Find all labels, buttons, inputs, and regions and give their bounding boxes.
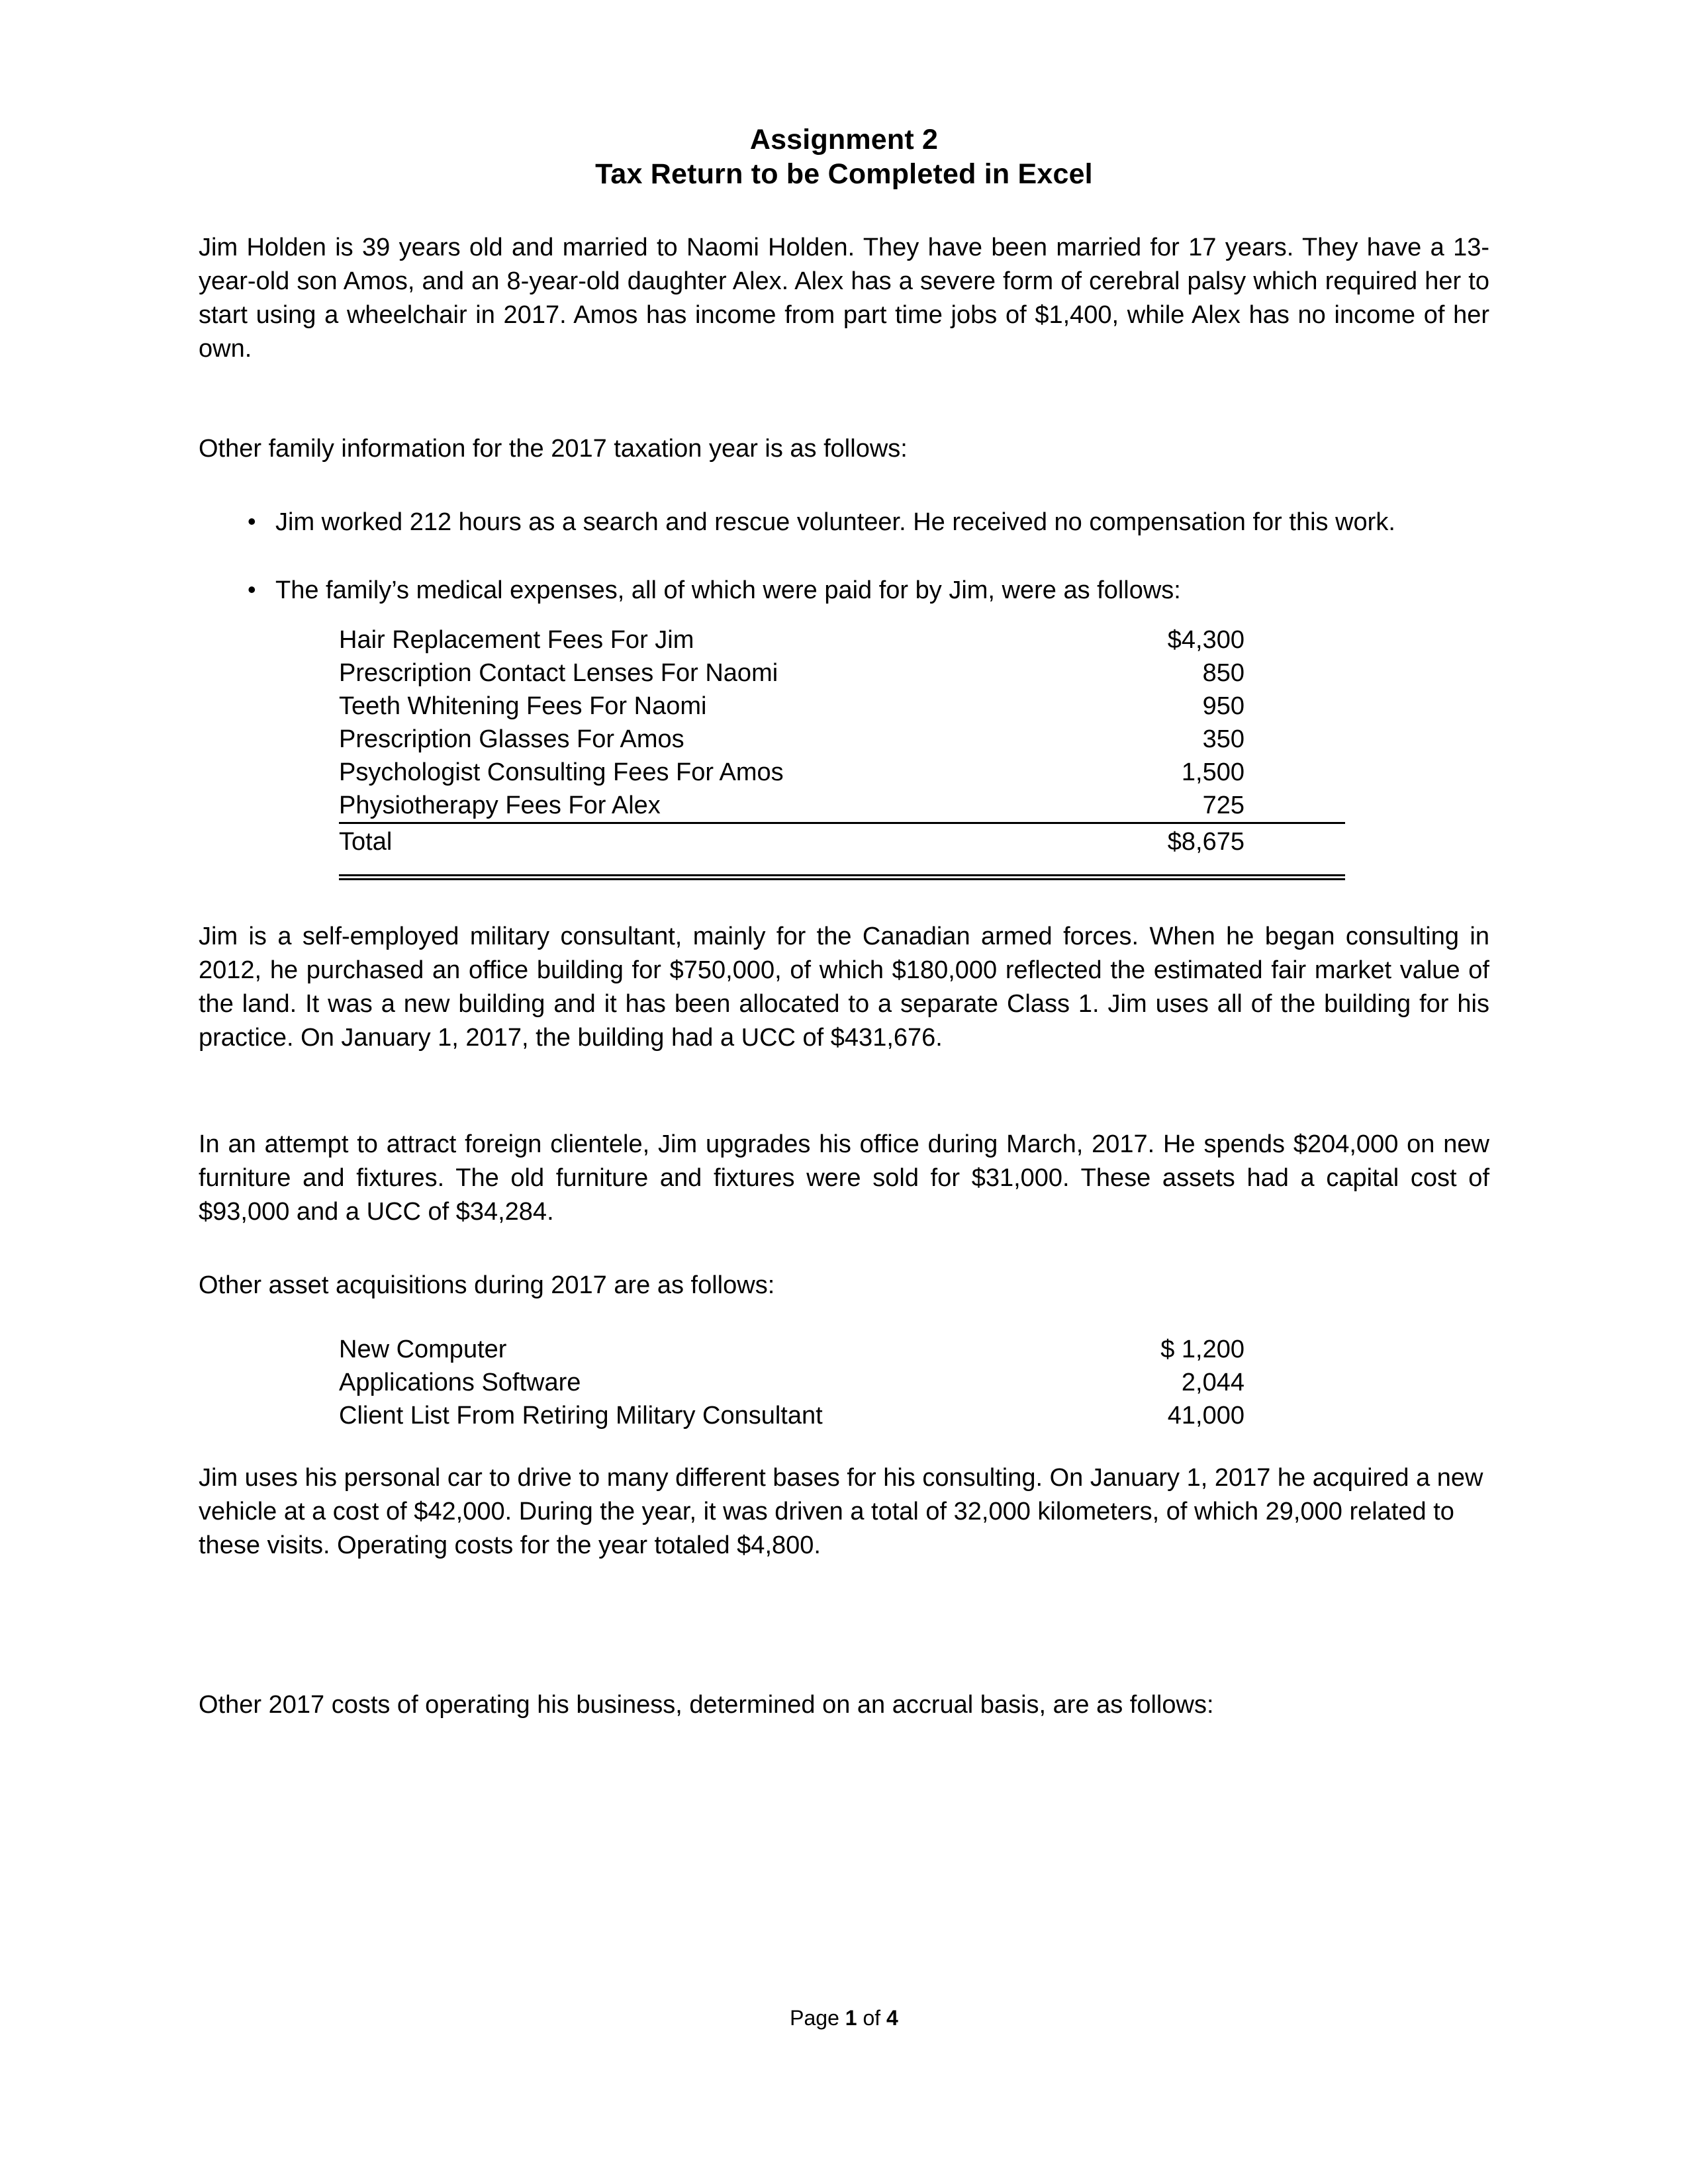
asset-amount: 2,044 (1181, 1369, 1244, 1396)
expense-label: Teeth Whitening Fees For Naomi (339, 692, 707, 720)
family-bullet-list (199, 506, 1489, 539)
expense-amount: 350 (1202, 725, 1244, 753)
expense-label: Hair Replacement Fees For Jim (339, 626, 694, 654)
expense-label: Prescription Glasses For Amos (339, 725, 684, 753)
footer-page-number: 1 (845, 2006, 857, 2030)
table-row (339, 690, 1345, 723)
furniture-paragraph: In an attempt to attract foreign clientele, Jim upgrades his office during March, 2017. He spends $204,000 on new furniture and fixtures. The old furniture and fixtures were sold for $31,000. These assets had a capital cost of $93,000 and a UCC of $34,284. (199, 1130, 1489, 1226)
footer-prefix: Page (790, 2006, 845, 2030)
asset-acquisitions-lead: Other asset acquisitions during 2017 are as follows: (199, 1271, 775, 1299)
expense-amount: 725 (1202, 792, 1244, 819)
medical-expenses-table (339, 623, 1345, 858)
family-info-lead: Other family information for the 2017 taxation year is as follows: (199, 435, 908, 463)
footer-total-pages: 4 (886, 2006, 898, 2030)
expense-amount: 850 (1202, 659, 1244, 687)
other-costs-lead: Other 2017 costs of operating his business, determined on an accrual basis, are as follows: (199, 1691, 1214, 1719)
asset-acquisitions-table (339, 1333, 1345, 1432)
list-item (224, 574, 1489, 608)
table-double-underline (339, 874, 1345, 880)
asset-label: New Computer (339, 1336, 507, 1363)
list-item (224, 506, 1489, 539)
footer-middle: of (857, 2006, 887, 2030)
intro-paragraph: Jim Holden is 39 years old and married to Naomi Holden. They have been married for 17 years. They have a 13-year-old son Amos, and an 8-year-old daughter Alex. Alex has a severe form of cerebral palsy which required her to start using a wheelchair in 2017. Amos has income from part time jobs of $1,400, while Alex has no income of her own. (199, 234, 1489, 363)
title-line-2: Tax Return to be Completed in Excel (595, 158, 1093, 190)
vehicle-paragraph: Jim uses his personal car to drive to many different bases for his consulting. On January 1, 2017 he acquired a new vehicle at a cost of $42,000. During the year, it was driven a total of 32,000 kilometers, of which 29,000 related to these visits. Operating costs for the year totaled $4,800. (199, 1464, 1483, 1559)
asset-label: Client List From Retiring Military Consultant (339, 1402, 823, 1430)
asset-amount: $ 1,200 (1160, 1336, 1244, 1363)
expense-amount: 950 (1202, 692, 1244, 720)
expense-label: Prescription Contact Lenses For Naomi (339, 659, 778, 687)
expense-amount: 1,500 (1181, 758, 1244, 786)
expense-amount: $4,300 (1167, 626, 1244, 654)
asset-label: Applications Software (339, 1369, 581, 1396)
medical-bullet-list (199, 574, 1489, 608)
table-row (339, 1399, 1345, 1432)
table-row (339, 623, 1345, 657)
expense-label: Psychologist Consulting Fees For Amos (339, 758, 784, 786)
expense-label: Physiotherapy Fees For Alex (339, 792, 661, 819)
page-title (199, 0, 1489, 191)
page-footer (0, 2005, 1688, 2030)
table-row (339, 789, 1345, 823)
table-row (339, 1366, 1345, 1399)
table-row (339, 1333, 1345, 1366)
title-line-1: Assignment 2 (749, 124, 939, 156)
bullet-text-medical: The family’s medical expenses, all of which were paid for by Jim, were as follows: (275, 576, 1181, 604)
asset-amount: 41,000 (1167, 1402, 1244, 1430)
total-amount: $8,675 (962, 823, 1345, 859)
table-row (339, 657, 1345, 690)
building-paragraph: Jim is a self-employed military consultant, mainly for the Canadian armed forces. When he began consulting in 2012, he purchased an office building for $750,000, of which $180,000 reflected the estimated fair market value of the land. It was a new building and it has been allocated to a separate Class 1. Jim uses all of the building for his practice. On January 1, 2017, the building had a UCC of $431,676. (199, 923, 1489, 1052)
document-body (199, 0, 1489, 1722)
total-label: Total (339, 823, 962, 859)
table-total-row (339, 823, 1345, 859)
table-row (339, 756, 1345, 789)
table-row (339, 723, 1345, 756)
bullet-text-volunteer: Jim worked 212 hours as a search and rescue volunteer. He received no compensation for this work. (275, 508, 1395, 536)
